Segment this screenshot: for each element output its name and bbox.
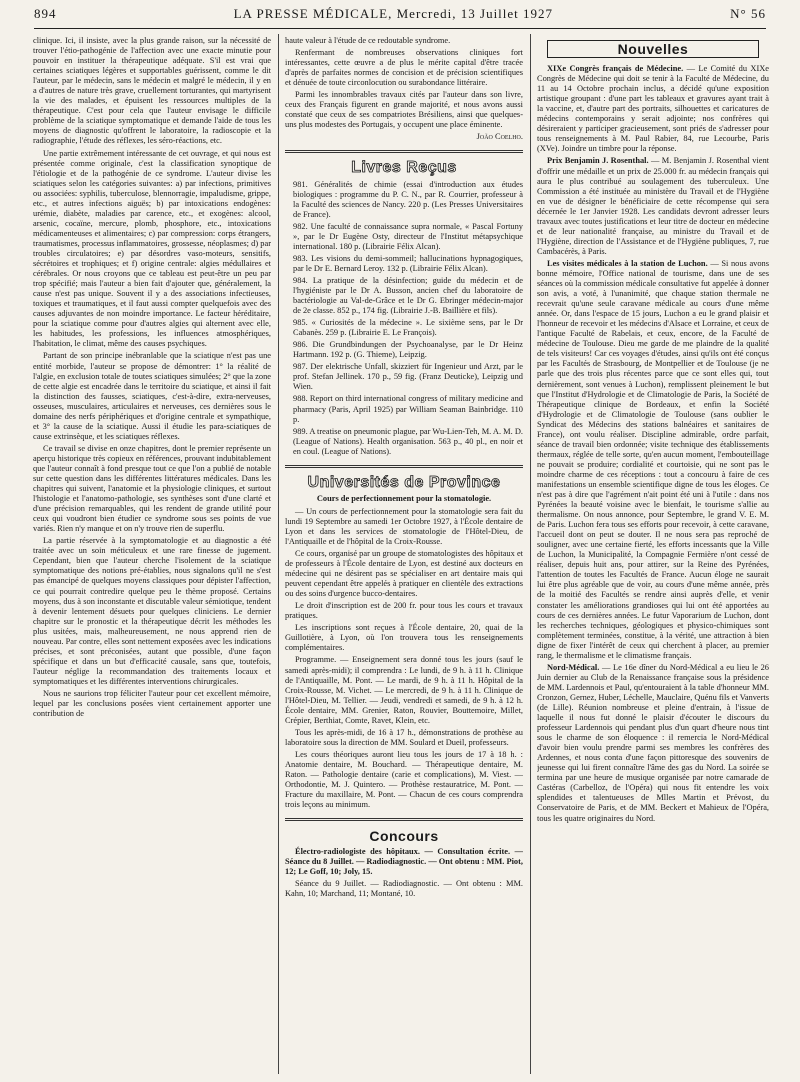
paragraph: Programme. — Enseignement sera donné tous les jours (sauf le samedi après-midi); il comprendra : Le lundi, de 9 h. à 11 h. Clinique de l'Antiquaille, M. Pont. — Le mardi, de 9 h. à 11 h. Hôpital de la Croix-Rousse, M. Vichet. — Le mercredi, de 9 h. à 11 h. Clinique de l'Hôtel-Dieu, M. Tellier. — Jeudi, vendredi et samedi, de 9 h. à 12 h. École dentaire, MM. Grenier, Raton, Rouvier, Bouttemoire, Millet, Crépier, Berthiat, Comte, Ravet, Klein, etc. — [285, 655, 523, 725]
column-3 — [537, 36, 769, 1076]
column-divider — [530, 34, 531, 1074]
book-entry: 986. Die Grundbindungen der Psychoanalyse, par le Dr Heinz Hartmann. 192 p. (G. Thieme), Leipzig. — [293, 340, 523, 360]
book-entry: 981. Généralités de chimie (essai d'introduction aux études biologiques : programme du P. C. N., par R. Courrier, professeur à la Faculté des sciences de Nancy. 220 p. (Les Presses Universitaires de France). — [293, 179, 523, 219]
paragraph: Séance du 9 Juillet. — Radiodiagnostic. — Ont obtenu : MM. Kahn, 10; Marchand, 11; Montané, 10. — [285, 879, 523, 899]
column-divider — [278, 34, 279, 1074]
news-item — [537, 663, 769, 824]
book-list — [285, 180, 523, 457]
paragraph: Électro-radiologiste des hôpitaux. — Consultation écrite. — Séance du 8 Juillet. — Radiodiagnostic. — Ont obtenu : MM. Piot, 12; Le Goff, 10; Joly, 15. — [285, 847, 523, 877]
news-item-title: Les visites médicales à la station de Luchon. — [547, 258, 708, 268]
issue-number: N° 56 — [730, 6, 766, 21]
column-1 — [33, 36, 271, 1076]
news-item-title: Prix Benjamin J. Rosenthal. — [547, 156, 649, 166]
paragraph: Ce travail se divise en onze chapitres, dont le premier représente un aperçu historique très copieux en références, prouvant indubitablement que l'auteur connaît à fond presque tout ce que l'on a publié de notable sur cette question dans les différentes littératures médicales. Dans les chapitres qui suivent, l'anatomie et la physiologie cliniques, et surtout l'histologie et l'anatomo-pathologie, ses synthèses sont d'une clarté et d'une précision remarquables, qui les rendent de grande utilité pour ceux qui voudront bien étudier ce syndrome sous ses points de vue variés. Rien n'y manque et on n'y trouve rien de superflu. — [33, 443, 271, 534]
news-item-text: — Le 16e dîner du Nord-Médical a eu lieu le 26 Juin dernier au Club de la Renaissance française sous la présidence de MM. Lardennois et Paul, qu'entouraient à la table d'honneur MM. Cronzon, Gernez, Huber, Léchelle, Mauclaire, Quénu fils et Vanverts (de Lille). Réunion nombreuse et pleine d'entrain, à l'issue de laquelle il nous fut donné le plaisir d'écouter le discours du professeur Lardennois qui pendant plus d'un quart d'heure nous tint sous le charme de son éloquence : il remercia le Nord-Médical d'avoir bien voulu prendre parmi ses membres les confrères des Ardennes, et nous conta d'une façon pittoresque des souvenirs de jeunesse qui lui firent connaître l'âme des gas du Nord. La soirée se termina par une heure de musique organisée par notre camarade de Castéras (Carbelloz, de l'Opéra) qui nous fit entendre les voix splendides et talentueuses de Mlles Martin et Prévost, du Conservatoire de Paris, et de MM. Beckert et Mahieux de l'Opéra, tous les quatre originaires du Nord. — [537, 662, 769, 823]
paragraph: La partie réservée à la symptomatologie et au diagnostic a été traitée avec un soin méticuleux et une rare finesse de jugement. Cependant, bien que l'auteur cherche l'isolement de la sciatique symptomatique des notions pré-établies, nous signalons qu'il ne s'est pas émancipé de quelques moyens classiques pour dépister l'affection, ce qui pourrait contredire quelque peu le thème proposé. Certains moyens, dus à son inconstante et discutable valeur sémiotique, tendent à devenir lentement désuets pour quelques cliniciens. Le dernier chapitre sur le pronostic et la thérapeutique décrit les méthodes les plus usitées, mais, malheureusement, ne nous apprend rien de nouveau. Par contre, elles sont nettement exposées avec les indications précises, et sont préconisées, autant que possible, d'une façon spécifique et dans un but d'efficacité causale, sans que, toutefois, l'auteur néglige la recommandation des traitements locaux et symptomatiques et les différentes interventions chirurgicales. — [33, 536, 271, 686]
section-title-livres: Livres Reçus — [351, 159, 457, 177]
section-title-concours: Concours — [369, 828, 439, 845]
paragraph: Une partie extrêmement intéressante de cet ouvrage, et qui nous est présentée comme originale, c'est la classification synoptique de l'étiologie et de la pathogénie de ce syndrome. L'auteur divise les sciatiques selon les catégories suivantes: a) par infections, primitives ou associées: syphilis, tuberculose, blennorragie, impaludisme, grippe, etc., et autres infections aiguës; b) par intoxications endogènes: urémie, diabète, maladies par carence, etc., et exogènes: alcool, arsenic, cocaïne, mercure, plomb, phosphore, etc., intoxications médicamenteuses et alimentaires; c) par compression: corps étrangers, traumatismes, processus inflammatoires, grossesse, néoplasmes; d) par troubles circulatoires; e) par désordres vaso-moteurs, sensitifs, sécrétoires et trophiques; et f) origine centrale: algies médullaires et cérébrales. Or nous croyons que ce tableau est peut-être un peu par trop spécifié; mais l'auteur a bien fait d'ajouter que, généralement, la cause n'est pas unique. Souvent il y a des associations infectieuses, toxiques et traumatiques, et il faut aussi compter quelquefois avec des causes adjuvantes de non moindre importance. Le facteur héréditaire, pour la sciatique comme pour d'autres algies qui alternent avec elle, les habitudes, les professions, les influences atmosphériques, l'habitation, le climat, même des causes psychiques. — [33, 148, 271, 349]
news-item — [537, 259, 769, 661]
section-title-universites: Universités de Province — [307, 473, 501, 491]
column-2 — [285, 36, 523, 1076]
paragraph: Le droit d'inscription est de 200 fr. pour tous les cours et travaux pratiques. — [285, 601, 523, 621]
news-item — [537, 64, 769, 154]
paragraph: Partant de son principe inébranlable que la sciatique n'est pas une entité morbide, l'auteur se propose de démontrer: 1° la réalité de l'algie, en exclusion totale de toutes sciatiques simulées; 2° que la zone de cette algie est encadrée dans le territoire du sciatique, et ainsi il fait la distinction des fausses, sciatiques, c'est-à-dire, extra-nerveuses, osseuses, musculaires, articulaires et nerveuses, ces dernières sous le domaine des nerfs périphériques et d'origine centrale et sympathique, et 3° la cause de la sciatique. Aussi il étudie les para-sciatiques de cause extrinsèque, et les sciatiques réflexes. — [33, 351, 271, 441]
paragraph: — Un cours de perfectionnement pour la stomatologie sera fait du lundi 19 Septembre au samedi 1er Octobre 1927, à l'École dentaire de Lyon et dans les services de stomatologie de l'Hôtel-Dieu, de l'Antiquaille et de l'hôpital de la Croix-Rousse. — [285, 506, 523, 546]
news-item-text: — M. Benjamin J. Rosenthal vient d'offrir une médaille et un prix de 25.000 fr. au médecin français qui aura le plus contribué au soulagement des tuberculeux. Une Commission a été instituée au ministère du Travail et de l'Hygiène en vue de désigner le bénéficiaire de cette récompense qui sera décernée le 1er Janvier 1928. Les candidats devront adresser leurs travaux avec toutes justifications et leur titre de docteur en médecine et de leur nationalité française, au ministre du Travail et de l'Hygiène, direction de l'Assistance et de l'Hygiène publiques, 7, rue Cambacérès, à Paris. — [537, 156, 769, 256]
news-item-text: — Le Comité du XIXe Congrès de Médecine qui doit se tenir à la Faculté de Médecine, du 11 au 14 Octobre prochain inclus, a décidé qu'une exposition artistique groupant : d'une part les tableaux et gravures ayant trait à la vaccine, et, d'autre part des portraits, silhouettes et caricatures de médecins contemporains y serait adjointe; nos confrères qui désireraient y participer gracieusement, sont priés de s'adresser pour tous renseignements à M. Paul Rabier, 84, rue Lecourbe, Paris (XVe). Joindre un timbre pour la réponse. — [537, 64, 769, 154]
section-rule — [285, 465, 523, 468]
book-entry: 989. A treatise on pneumonic plague, par Wu-Lien-Teh, M. A. M. D. (League of Nations). Health organisation. 563 p., 40 pl., en noir et en coul. (League of Nations). — [293, 426, 523, 456]
news-item-title: XIXe Congrès français de Médecine. — [547, 64, 684, 74]
news-item-title: Nord-Médical. — [547, 662, 600, 672]
book-entry: 985. « Curiosités de la médecine ». Le sixième sens, par le Dr Cabanès. 259 p. (Librairie E. Le François). — [293, 318, 523, 338]
news-item — [537, 156, 769, 256]
paragraph: Les inscriptions sont reçues à l'École dentaire, 20, quai de la Guillotière, à Lyon, où l'on trouvera tous les renseignements complémentaires. — [285, 623, 523, 653]
page-number: 894 — [34, 6, 57, 21]
paragraph: Ce cours, organisé par un groupe de stomatologistes des hôpitaux et de professeurs à l'École dentaire de Lyon, est destiné aux docteurs en médecine qui ne désirent pas se spécialiser en art dentaire mais qui peuvent cependant être appelés à pratiquer en clientèle des extractions ou des soins d'urgence bucco-dentaires. — [285, 549, 523, 599]
paragraph: clinique. Ici, il insiste, avec la plus grande raison, sur la nécessité de trouver l'étio-pathogénie de l'affection avec une exacte minutie pour pouvoir en instituer la thérapeutique adéquate. S'il est vrai que certaines sciatiques légères et supportables guérissent, comme le dit l'auteur, par le médecin, sans le médecin et malgré le médecin, il y en a d'autres de nature très grave, cruellement torturantes, qui martyrisent la vie des malades, et épuisent les ressources multiples de la thérapeutique. C'est pour cela que l'auteur envisage le difficile problème de la sciatique symptomatique et demande l'aide de tous les moyens de diagnostic qu'offrent le laboratoire, la radioscopie et la radiographie, l'étude des réflexes, les séro-réactions, etc. — [33, 36, 271, 146]
page-header — [34, 6, 766, 28]
book-entry: 983. Les visions du demi-sommeil; hallucinations hypnagogiques, par le Dr E. Bernard Leroy. 132 p. (Librairie Félix Alcan). — [293, 253, 523, 273]
journal-title: LA PRESSE MÉDICALE, Mercredi, 13 Juillet 1927 — [233, 6, 554, 21]
paragraph: Renfermant de nombreuses observations cliniques fort intéressantes, cette œuvre a de plus le mérite capital d'être tracée d'après de parfaites normes de concision et de précision scientifiques et dénuée de toute circonlocution ou surabondance littéraire. — [285, 48, 523, 88]
section-title-nouvelles: Nouvelles — [547, 40, 759, 58]
news-item-text: — Si nous avons bonne mémoire, l'Office national de tourisme, dans une de ses séances où la commission médicale consultative fut appelée à donner son avis, a voté, à l'unanimité, que chaque station thermale ne recevrait qu'une seule caravane médicale au cours d'une même année. Or, dans l'espace de 15 jours, Luchon a eu le grand plaisir et l'honneur de recevoir et les médecins d'Alsace et Lorraine, et ceux de l'antique Faculté de Rabelais, et ceux, encore, de la Faculté de médecine de Toulouse. Dieu me garde de me plaindre de la qualité de tels visiteurs! Car ces voyages d'études, ainsi qu'ils ont été conçus par les Facultés de Strasbourg, de Montpellier et de Toulouse (je ne parle que des trois plus récentes parce que ce sont elles qui, tout dernièrement, sont venues à Luchon), remplissent pleinement le but que l'Institut d'Hydrologie et de Climatologie de Paris, la Société de Thérapeutique clinique de Bordeaux, et enfin la Société d'Hydrologie et de Climatologie de Toulouse (sans oublier le Syndicat des Médecins des stations balnéaires et sanitaires de France), ont voulu réaliser. Discipline admirable, ordre parfait, séance de travail bien ordonnée; visite technique des établissements thermaux, réglée de telle sorte, qu'en aucun moment, l'embouteillage ne pouvait se produire; cordialité et courtoisie, qui ne sont pas le moindre charme de ces réceptions : tout a concouru à faire de ces manifestations un ensemble scientifique digne de tous les éloges. Ce n'est pas à dire que l'agrément n'ait point été uni à l'utile : dans nos Pyrénées la beauté voisine avec le bienfait, le tourisme s'allie au thermalisme. On nous annonce, pour Septembre, le grand V. E. M. de Paris. Luchon fera tous ses efforts pour recevoir, à cette caravane, l'accueil dont on peut se douter. Il ne nous sera pas reproché de souligner, avec une certaine fierté, les efforts incessants que la Ville de Luchon, la Municipalité, la Compagnie Fermière n'ont cessé de réaliser, depuis huit ans, pour attirer, sur la Reine des Pyrénées, l'attention de toutes les Facultés de France. Aucun éloge ne saurait lui être plus agréable que de voir, au cours d'une même année, près de la moitié des Facultés se rendre ainsi auprès d'elle, et venir constater les améliorations grandioses qui lui ont été apportées au cours de ces dernières années. Le futur Vaporarium de Luchon, dont les recherches techniques, géologiques et physico-chimiques sont complètement terminées, constitue, à la vérité, une attraction à bien digne de fixer l'intérêt de ceux qui cherchent à placer, au premier rang, le thermalisme et le climatisme français. — [537, 258, 769, 660]
paragraph: haute valeur à l'étude de ce redoutable syndrome. — [285, 36, 451, 45]
section-subhead: Cours de perfectionnement pour la stomatologie. — [316, 493, 492, 503]
book-entry: 987. Der elektrische Unfall, skizziert für Ingenieur und Arzt, par le prof. Stefan Jellinek. 170 p., 59 fig. (Franz Deuticke), Leipzig und Wien. — [293, 362, 523, 392]
section-rule — [285, 150, 523, 153]
book-entry: 982. Une faculté de connaissance supra normale, « Pascal Fortuny », par le Dr Eugène Osty, directeur de l'Institut métapsychique international. 180 p. (Librairie Félix Alcan). — [293, 221, 523, 251]
paragraph: Nous ne saurions trop féliciter l'auteur pour cet excellent mémoire, lequel par les conclusions posées vient certainement apporter une contribution de — [33, 689, 271, 719]
book-entry: 988. Report on third international congress of military medicine and pharmacy (Paris, April 1925) par William Seaman Bainbridge. 110 p. — [293, 394, 523, 424]
author-signature: João Coelho. — [476, 132, 523, 142]
book-entry: 984. La pratique de la désinfection; guide du médecin et de l'hygiéniste par le Dr A. Busson, ancien chef du laboratoire de bactériologie au Val-de-Grâce et le Dr G. Ebringer médecin-major de 2e classe. 852 p., 174 fig. (Librairie J.-B. Baillière et fils). — [293, 275, 523, 316]
paragraph: Parmi les innombrables travaux cités par l'auteur dans son livre, ceux des Français figurent en grande majorité, et nous avons aussi constaté que ceux de ses compatriotes Brésiliens, ainsi que quelques-uns plus modestes des Portugais, y occupent une place éminente. — [285, 90, 523, 130]
section-rule — [285, 818, 523, 821]
paragraph: Tous les après-midi, de 16 à 17 h., démonstrations de prothèse au laboratoire sous la direction de MM. Soulard et Dueil, professeurs. — [285, 727, 523, 747]
paragraph: Les cours théoriques auront lieu tous les jours de 17 à 18 h. : Anatomie dentaire, M. Bouchard. — Thérapeutique dentaire, M. Raton. — Pathologie dentaire (carie et complications), M. Viest. — Orthodontie, M. J. Quintero. — Prothèse restauratrice, M. Pont. — Fracture du maxillaire, M. Pont. — Chacun de ces cours comprendra trois leçons au minimum. — [285, 749, 523, 810]
header-rule — [34, 28, 766, 29]
